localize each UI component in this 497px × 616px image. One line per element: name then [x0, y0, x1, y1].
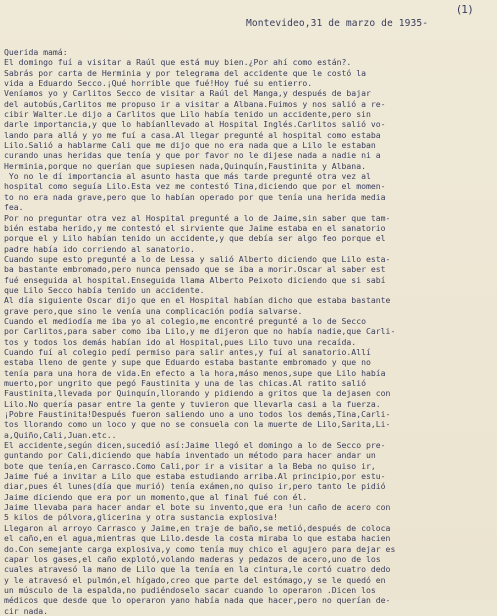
- letter-line: por Carlitos,para saber como iba Lilo,y me dijeron que no había nadie,que Carli-: [4, 326, 396, 337]
- letter-line: Faustinita,llevada por Quinquín,llorando y pidiendo a gritos que la dejasen con: [4, 388, 391, 399]
- letter-line: Al día siguiente Oscar dijo que en el Hospital habían dicho que estaba bastante: [4, 295, 391, 306]
- letter-line: capar los gases,el caño explotó,volando maderas y pedazos de acero,uno de los: [4, 553, 381, 564]
- letter-line: to no era nada grave,pero que lo habían operado por que tenía una herida media: [4, 191, 386, 202]
- letter-line: cir nada.: [4, 605, 49, 616]
- letter-line: a,Quiño,Cali,Juan.etc..: [4, 429, 117, 440]
- letter-line: Herminia,porque no querían que supiesen nada,Quinquín,Faustinita y Albana.: [4, 160, 366, 171]
- letter-line: Jaime llevaba para hacer andar el bote su invento,que era !un caño de acero con: [4, 502, 391, 513]
- letter-line: Jaime diciendo que era por un momento,que al final fué con él.: [4, 491, 308, 502]
- letter-line: bién estaba herido,y me contestó el sirviente que Jaime estaba en el sanatorio: [4, 222, 386, 233]
- letter-line: Lilo.No quería pasar entre la gente y tuvieron que llevarla casi a la fuerza.: [4, 398, 381, 409]
- letter-line: tos llorando como un loco y que no se consuela con la muerte de Lilo,Sarita,Li-: [4, 419, 391, 430]
- letter-line: Cuando el mediodía me iba yo al colegio,me encontré pregunté a lo de Secco: [4, 315, 366, 326]
- letter-line: curando unas heridas que tenía y que por favor no le dijese nada a nadie ni a: [4, 150, 381, 161]
- letter-line: que Lilo Secco había tenido un accidente.: [4, 284, 205, 295]
- letter-line: Jaime fué a invitar a Lilo que estaba estudiando arriba.Al principio,por estu-: [4, 471, 386, 482]
- letter-line: El domingo fuí a visitar a Raúl que está muy bien.¿Por ahí como están?.: [4, 57, 352, 68]
- letter-line: estaba lleno de gente y supe que Eduardo estaba bastante embromado y que no: [4, 357, 371, 368]
- letter-line: del autobús,Carlitos me propuso ir a visitar a Albana.Fuimos y nos salió a re-: [4, 98, 386, 109]
- letter-line: muerto,por ungrito que pegó Faustinita y una de las chicas.Al ratito salió: [4, 378, 366, 388]
- letter-line: porque el y Lilo habían tenido un accidente,y que debía ser algo feo porque el: [4, 233, 386, 244]
- letter-line: médicos que desde que lo operaron yano había nada que hacer,pero no querían de-: [4, 595, 391, 606]
- letter-body: [4, 47, 493, 616]
- letter-line: Lilo.Salió a hablarme Cali que me dijo que no era nada que a Lilo le estaban: [4, 140, 376, 151]
- letter-line: vida a Eduardo Secco.¡Qué horrible que fué!Hoy fué su entierro.: [4, 78, 313, 89]
- letter-line: hospital como seguía Lilo.Esta vez me contestó Tina,diciendo que por el momen-: [4, 181, 386, 192]
- letter-line: tos y todos los demás habían ido al Hospital,pues Lilo tuvo una recaída.: [4, 336, 357, 347]
- letter-line: cuales atravesó la mano de Lilo que la tenía en la cintura,le cortó cuatro dedo: [4, 564, 391, 575]
- letter-date: Montevideo,31 de marzo de 1935-: [246, 18, 429, 29]
- salutation: Querida mamá:: [4, 47, 68, 57]
- letter-line: Sabrás por carta de Herminia y por telegrama del accidente que le costó la: [4, 67, 366, 78]
- page-number: (1): [457, 3, 473, 16]
- letter-line: fué enseguida al hospital.Enseguida llama Alberto Peixoto diciendo que si sabí: [4, 274, 386, 285]
- letter-line: cibir Walter.Le dijo a Carlitos que Lilo había tenido un accidente,pero sin: [4, 109, 371, 120]
- letter-line: El accidente,según dicen,sucedió así:Jaime llegó el domingo a lo de Secco pre-: [4, 440, 386, 451]
- letter-line: ¡Pobre Faustinita!Después fueron saliendo uno a uno todos los demás,Tina,Carli-: [4, 409, 391, 420]
- letter-line: Veníamos yo y Carlitos Secco de visitar a Raúl del Manga,y después de bajar: [4, 88, 371, 99]
- letter-line: grave pero,que sino le venía una complicación podía salvarse.: [4, 305, 303, 316]
- letter-line: Por no preguntar otra vez al Hospital pregunté a lo de Jaime,sin saber que tam-: [4, 212, 391, 223]
- letter-line: diar,pues él lunes(día que murió) tenía exámen,no quiso ir,pero tanto le pidió: [4, 481, 386, 492]
- letter-line: darle importancia,y que lo habíanllevado al Hospital Inglés.Carlitos salió vo-: [4, 119, 386, 130]
- letter-line: bote que tenía,en Carrasco.Como Cali,por ir a visitar a la Beba no quiso ir,: [4, 460, 376, 471]
- letter-line: 5 kilos de pólvora,glicerina y otra sustancia explosiva!: [4, 512, 278, 523]
- letter-line: y le atravesó el pulmón,el hígado,creo que parte del estómago,y se le quedó en: [4, 574, 386, 585]
- letter-line: padre había ido corriendo al sanatorio.: [4, 243, 195, 254]
- letter-line: tenía para una hora de vida.En efecto a la hora,máso menos,supe que Lilo había: [4, 367, 386, 378]
- letter-line: ba bastante embromado,pero nunca pensado que se iba a morir.Oscar al saber est: [4, 264, 386, 275]
- letter-line: guntando por Cali,diciendo que había inventado un método para hacer andar un: [4, 450, 376, 461]
- letter-line: Cuando supe esto pregunté a lo de Lessa y salió Alberto diciendo que Lilo esta-: [4, 253, 391, 264]
- letter-line: do.Con semejante carga explosiva,y como tenía muy chico el agujero para dejar es: [4, 543, 396, 554]
- letter-line: Cuando fuí al colegio pedí permiso para salir antes,y fuí al sanatorio.Allí: [4, 346, 371, 357]
- letter-line: lando para allá y yo me fuí a casa.Al llegar pregunté al hospital como estaba: [4, 129, 381, 140]
- letter-line: Yo no le dí importancia al asunto hasta que más tarde pregunté otra vez al: [4, 171, 371, 182]
- letter-line: un músculo de la espalda,no pudiéndoselo sacar cuando lo operaron .Dicen los: [4, 584, 376, 595]
- letter-line: fea.: [4, 202, 24, 213]
- letter-line: Llegaron al arroyo Carrasco y Jaime,en traje de baño,se metió,después de coloca: [4, 522, 391, 533]
- letter-line: el caño,en el agua,mientras que Lilo.desde la costa miraba lo que estaba hacien: [4, 533, 391, 544]
